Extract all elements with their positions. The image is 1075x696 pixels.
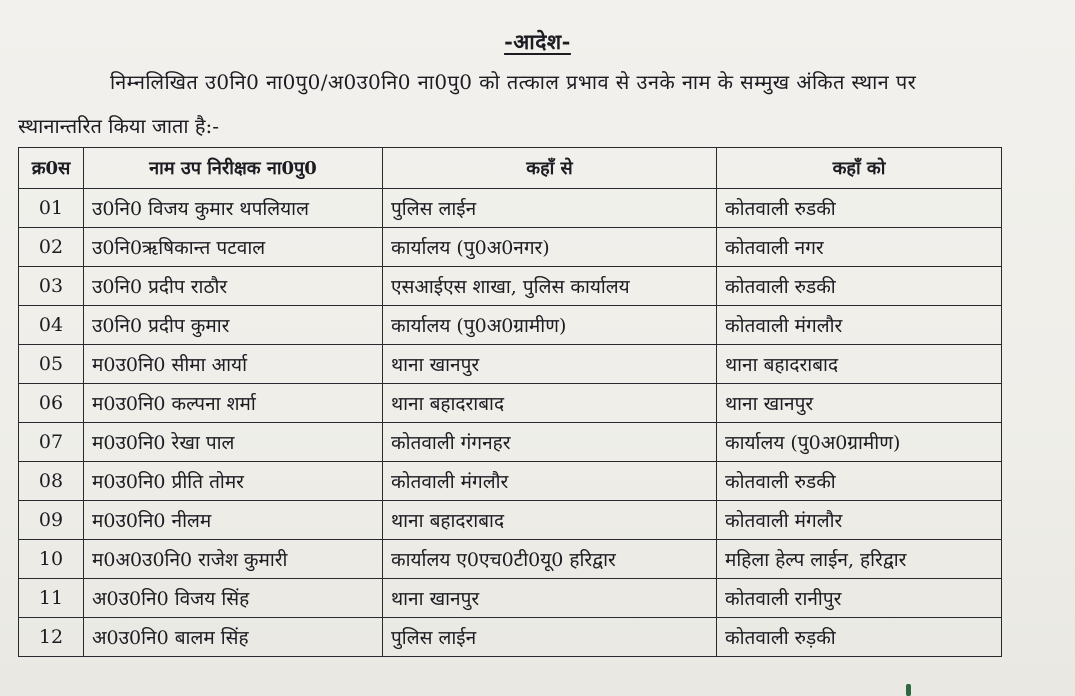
table-row — [19, 423, 1002, 462]
cell-serial: 04 — [19, 306, 84, 345]
cell-serial: 07 — [19, 423, 84, 462]
cell-to: कोतवाली रुडकी — [717, 462, 1002, 501]
cell-serial: 02 — [19, 228, 84, 267]
cell-name: म0उ0नि0 सीमा आर्या — [84, 345, 383, 384]
header-from: कहाँ से — [383, 148, 717, 189]
cell-to: कार्यालय (पु0अ0ग्रामीण) — [717, 423, 1002, 462]
cell-to: कोतवाली नगर — [717, 228, 1002, 267]
cell-from: कार्यालय ए0एच0टी0यू0 हरिद्वार — [383, 540, 717, 579]
cell-to: कोतवाली रुडकी — [717, 267, 1002, 306]
cell-name: उ0नि0 प्रदीप कुमार — [84, 306, 383, 345]
cell-to: कोतवाली रानीपुर — [717, 579, 1002, 618]
cell-from: थाना खानपुर — [383, 579, 717, 618]
cell-to: महिला हेल्प लाईन, हरिद्वार — [717, 540, 1002, 579]
cell-to: कोतवाली मंगलौर — [717, 501, 1002, 540]
table-row — [19, 384, 1002, 423]
table-row — [19, 228, 1002, 267]
order-heading — [0, 28, 1075, 56]
cell-to: कोतवाली रुड़की — [717, 618, 1002, 657]
cell-serial: 08 — [19, 462, 84, 501]
cell-from: थाना खानपुर — [383, 345, 717, 384]
table-row — [19, 462, 1002, 501]
cell-serial: 10 — [19, 540, 84, 579]
table-row — [19, 618, 1002, 657]
cell-serial: 05 — [19, 345, 84, 384]
order-paragraph-line-2: स्थानान्तरित किया जाता है:- — [18, 114, 220, 138]
cell-name: उ0नि0ऋषिकान्त पटवाल — [84, 228, 383, 267]
table-row — [19, 501, 1002, 540]
cell-serial: 01 — [19, 189, 84, 228]
transfer-table — [18, 147, 1002, 657]
header-name: नाम उप निरीक्षक ना0पु0 — [84, 148, 383, 189]
cell-name: उ0नि0 विजय कुमार थपलियाल — [84, 189, 383, 228]
cell-to: कोतवाली मंगलौर — [717, 306, 1002, 345]
header-to: कहाँ को — [717, 148, 1002, 189]
ink-mark — [906, 684, 911, 696]
cell-name: म0उ0नि0 प्रीति तोमर — [84, 462, 383, 501]
cell-name: म0उ0नि0 कल्पना शर्मा — [84, 384, 383, 423]
cell-name: अ0उ0नि0 विजय सिंह — [84, 579, 383, 618]
cell-serial: 06 — [19, 384, 84, 423]
cell-from: कार्यालय (पु0अ0नगर) — [383, 228, 717, 267]
cell-serial: 12 — [19, 618, 84, 657]
cell-serial: 09 — [19, 501, 84, 540]
table-row — [19, 345, 1002, 384]
table-row — [19, 267, 1002, 306]
cell-name: अ0उ0नि0 बालम सिंह — [84, 618, 383, 657]
cell-from: थाना बहादराबाद — [383, 384, 717, 423]
cell-name: उ0नि0 प्रदीप राठौर — [84, 267, 383, 306]
table-row — [19, 540, 1002, 579]
order-paragraph-line-1: निम्नलिखित उ0नि0 ना0पु0/अ0उ0नि0 ना0पु0 को तत्काल प्रभाव से उनके नाम के सम्मुख अंकित स्थान पर — [110, 70, 917, 94]
cell-from: पुलिस लाईन — [383, 618, 717, 657]
cell-to: थाना बहादराबाद — [717, 345, 1002, 384]
cell-from: कोतवाली मंगलौर — [383, 462, 717, 501]
cell-name: म0अ0उ0नि0 राजेश कुमारी — [84, 540, 383, 579]
table-row — [19, 579, 1002, 618]
order-heading-text: -आदेश- — [504, 29, 571, 54]
cell-from: कोतवाली गंगनहर — [383, 423, 717, 462]
table-row — [19, 189, 1002, 228]
table-row — [19, 306, 1002, 345]
cell-serial: 03 — [19, 267, 84, 306]
cell-name: म0उ0नि0 नीलम — [84, 501, 383, 540]
cell-to: कोतवाली रुडकी — [717, 189, 1002, 228]
cell-to: थाना खानपुर — [717, 384, 1002, 423]
cell-serial: 11 — [19, 579, 84, 618]
cell-from: कार्यालय (पु0अ0ग्रामीण) — [383, 306, 717, 345]
header-serial: क्र0स — [19, 148, 84, 189]
cell-name: म0उ0नि0 रेखा पाल — [84, 423, 383, 462]
cell-from: एसआईएस शाखा, पुलिस कार्यालय — [383, 267, 717, 306]
table-header-row — [19, 148, 1002, 189]
cell-from: पुलिस लाईन — [383, 189, 717, 228]
cell-from: थाना बहादराबाद — [383, 501, 717, 540]
